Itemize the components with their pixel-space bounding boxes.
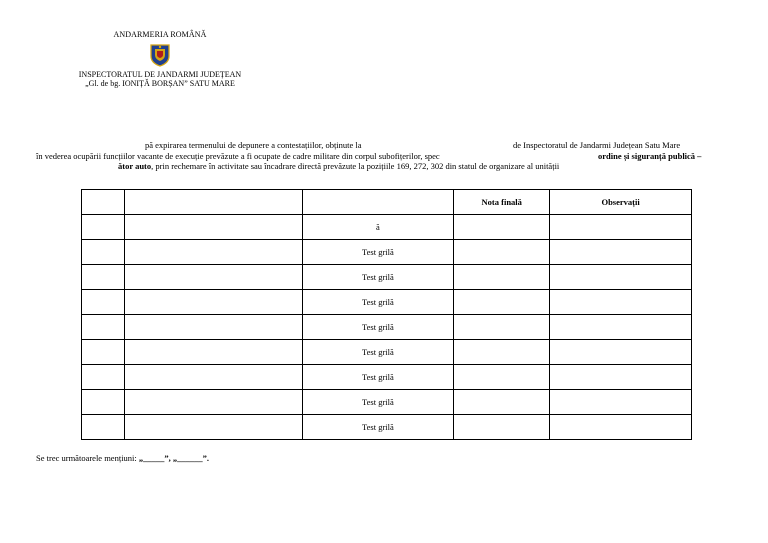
header-nota-finala: Nota finală (454, 190, 550, 215)
intro-line1-part-a: pă expirarea termenului de depunere a contestațiilor, obținute la (145, 140, 362, 150)
intro-paragraph (36, 140, 736, 172)
table-cell (82, 215, 125, 240)
intro-line1-part-b: de Inspectoratul de Jandarmi Județean Satu Mare (513, 140, 681, 150)
intro-line3-part-a: ător auto (118, 161, 152, 171)
table-cell (550, 340, 692, 365)
table-cell (124, 265, 302, 290)
table-cell: Test grilă (302, 415, 454, 440)
footer-mentions (36, 453, 209, 463)
table-row (82, 415, 692, 440)
table-cell: Test grilă (302, 290, 454, 315)
table-cell: Test grilă (302, 390, 454, 415)
table-cell (82, 415, 125, 440)
table-cell: Test grilă (302, 240, 454, 265)
table-cell (550, 215, 692, 240)
intro-line2-part-b: ordine și siguranță publică – (598, 150, 702, 161)
table-cell (550, 365, 692, 390)
table-cell (82, 240, 125, 265)
table-cell (454, 340, 550, 365)
intro-line2-part-a: în vederea ocupării funcțiilor vacante de execuție prevăzute a fi ocupate de cadre militare din corpul subofițerilor, spec (36, 150, 440, 161)
footer-blanks: „_____”, „______”. (138, 453, 210, 463)
org-name: INSPECTORATUL DE JANDARMI JUDEȚEAN (78, 70, 242, 79)
table-row (82, 365, 692, 390)
header-cell (82, 190, 125, 215)
intro-line-2 (36, 151, 736, 162)
table-cell: Test grilă (302, 315, 454, 340)
table-cell (550, 315, 692, 340)
table-cell (82, 290, 125, 315)
table-cell (550, 240, 692, 265)
table-cell (82, 390, 125, 415)
org-top-title: ANDARMERIA ROMÂNĂ (113, 30, 207, 39)
table-cell (124, 240, 302, 265)
table-cell (550, 415, 692, 440)
document-header (50, 30, 270, 88)
table-row (82, 340, 692, 365)
table-cell (82, 365, 125, 390)
header-observatii: Observații (550, 190, 692, 215)
table-cell (124, 365, 302, 390)
footer-text: Se trec următoarele mențiuni: (36, 453, 139, 463)
table-cell (82, 315, 125, 340)
table-cell (124, 315, 302, 340)
table-cell: Test grilă (302, 265, 454, 290)
table-cell (124, 390, 302, 415)
table-row (82, 315, 692, 340)
table-cell (124, 290, 302, 315)
table-cell (454, 365, 550, 390)
table-cell (454, 240, 550, 265)
table-cell (82, 265, 125, 290)
table-row (82, 390, 692, 415)
table-cell (124, 415, 302, 440)
table-row (82, 265, 692, 290)
table-row (82, 240, 692, 265)
table-header-row (82, 190, 692, 215)
table-row (82, 290, 692, 315)
table-cell (454, 215, 550, 240)
table-cell (124, 215, 302, 240)
table-cell: Test grilă (302, 340, 454, 365)
table-cell (550, 390, 692, 415)
table-cell (550, 265, 692, 290)
header-cell (124, 190, 302, 215)
table-cell (454, 315, 550, 340)
table-cell (550, 290, 692, 315)
org-subtitle: „Gl. de bg. IONIȚĂ BORȘAN” SATU MARE (85, 79, 235, 88)
gendarmerie-crest-icon (149, 43, 171, 67)
table-cell (454, 290, 550, 315)
table-cell: ă (302, 215, 454, 240)
table-cell (82, 340, 125, 365)
intro-line3-wrap (118, 161, 559, 172)
table-cell (454, 265, 550, 290)
header-cell (302, 190, 454, 215)
results-table (81, 189, 692, 440)
intro-line-1 (36, 140, 736, 151)
table-cell (454, 415, 550, 440)
table-cell (124, 340, 302, 365)
table-cell (454, 390, 550, 415)
table-row (82, 215, 692, 240)
intro-line3-part-b: , prin rechemare în activitate sau încadrare directă prevăzute la pozițiile 169, 272, 302 din statul de organizare al unității (151, 161, 560, 171)
intro-line-3 (36, 161, 736, 172)
table-cell: Test grilă (302, 365, 454, 390)
